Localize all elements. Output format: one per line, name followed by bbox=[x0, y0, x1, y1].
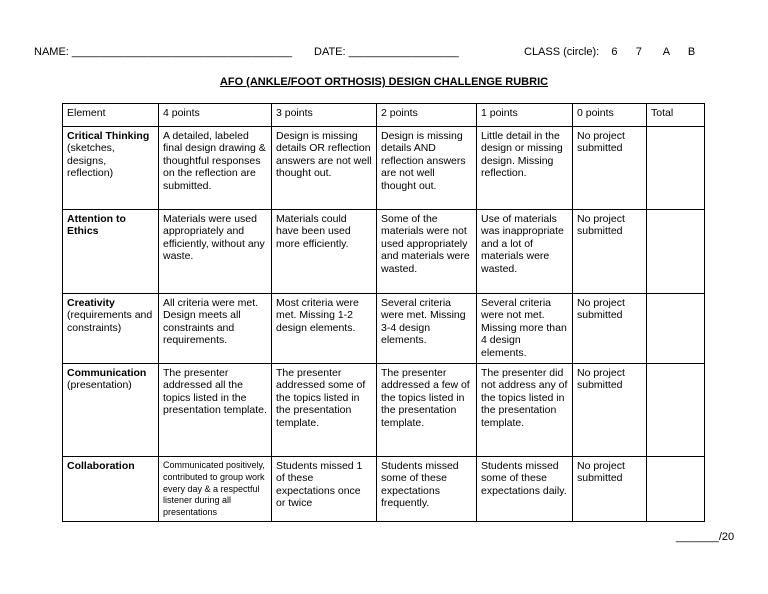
criteria-cell: No project submitted bbox=[573, 294, 647, 364]
column-header: 2 points bbox=[377, 104, 477, 127]
criteria-cell: Communicated positively, contributed to group work every day & a respectful listener during all presentations bbox=[159, 457, 272, 522]
date-field: DATE: __________________ bbox=[314, 46, 459, 58]
column-header: 0 points bbox=[573, 104, 647, 127]
criteria-cell: Design is missing details OR reflection answers are not well thought out. bbox=[272, 127, 377, 210]
element-detail: (presentation) bbox=[67, 379, 132, 392]
criteria-cell: All criteria were met. Design meets all constraints and requirements. bbox=[159, 294, 272, 364]
column-header: Element bbox=[63, 104, 159, 127]
name-field: NAME: ____________________________________ bbox=[34, 46, 293, 58]
column-header: 1 points bbox=[477, 104, 573, 127]
table-row bbox=[63, 127, 705, 210]
header-row bbox=[63, 104, 705, 127]
criteria-cell: Little detail in the design or missing design. Missing reflection. bbox=[477, 127, 573, 210]
criteria-cell: No project submitted bbox=[573, 457, 647, 522]
element-name: Communication bbox=[67, 367, 147, 379]
table-row bbox=[63, 457, 705, 522]
class-field: CLASS (circle): 6 7 A B bbox=[524, 46, 696, 58]
criteria-cell: Students missed 1 of these expectations once or twice bbox=[272, 457, 377, 522]
criteria-cell: The presenter did not address any of the topics listed in the presentation template. bbox=[477, 364, 573, 457]
table-row bbox=[63, 294, 705, 364]
column-header: Total bbox=[647, 104, 705, 127]
criteria-cell: Several criteria were met. Missing 3-4 design elements. bbox=[377, 294, 477, 364]
criteria-cell: The presenter addressed a few of the topics listed in the presentation template. bbox=[377, 364, 477, 457]
criteria-cell: Design is missing details AND reflection answers are not well thought out. bbox=[377, 127, 477, 210]
element-detail: (sketches, designs, reflection) bbox=[67, 142, 115, 180]
criteria-cell: A detailed, labeled final design drawing & thoughtful responses on the reflection are submitted. bbox=[159, 127, 272, 210]
element-cell bbox=[63, 294, 159, 364]
element-name: Critical Thinking bbox=[67, 130, 150, 142]
total-cell[interactable] bbox=[647, 364, 705, 457]
criteria-cell: Some of the materials were not used appropriately and materials were wasted. bbox=[377, 210, 477, 294]
criteria-cell: Students missed some of these expectations daily. bbox=[477, 457, 573, 522]
rubric-title: AFO (ANKLE/FOOT ORTHOSIS) DESIGN CHALLENGE RUBRIC bbox=[219, 76, 549, 88]
element-cell bbox=[63, 210, 159, 294]
criteria-cell: Several criteria were not met. Missing more than 4 design elements. bbox=[477, 294, 573, 364]
element-detail: (requirements and constraints) bbox=[67, 309, 153, 334]
criteria-cell: No project submitted bbox=[573, 364, 647, 457]
element-cell bbox=[63, 364, 159, 457]
total-cell[interactable] bbox=[647, 457, 705, 522]
criteria-cell: Materials were used appropriately and efficiently, without any waste. bbox=[159, 210, 272, 294]
criteria-cell: The presenter addressed some of the topics listed in the presentation template. bbox=[272, 364, 377, 457]
column-header: 4 points bbox=[159, 104, 272, 127]
total-cell[interactable] bbox=[647, 127, 705, 210]
column-header: 3 points bbox=[272, 104, 377, 127]
total-cell[interactable] bbox=[647, 294, 705, 364]
criteria-cell: Students missed some of these expectations frequently. bbox=[377, 457, 477, 522]
criteria-cell: No project submitted bbox=[573, 127, 647, 210]
table-row bbox=[63, 364, 705, 457]
criteria-cell: Most criteria were met. Missing 1-2 design elements. bbox=[272, 294, 377, 364]
element-name: Attention to Ethics bbox=[67, 213, 126, 238]
element-cell bbox=[63, 127, 159, 210]
table-row bbox=[63, 210, 705, 294]
header-fields bbox=[34, 44, 734, 60]
total-cell[interactable] bbox=[647, 210, 705, 294]
total-score-line[interactable]: _______/20 bbox=[676, 531, 735, 543]
criteria-cell: Use of materials was inappropriate and a lot of materials were wasted. bbox=[477, 210, 573, 294]
criteria-cell: No project submitted bbox=[573, 210, 647, 294]
rubric-table bbox=[62, 103, 705, 522]
element-name: Collaboration bbox=[67, 460, 135, 472]
element-name: Creativity bbox=[67, 297, 115, 309]
criteria-cell: Materials could have been used more efficiently. bbox=[272, 210, 377, 294]
criteria-cell: The presenter addressed all the topics listed in the presentation template. bbox=[159, 364, 272, 457]
element-cell bbox=[63, 457, 159, 522]
